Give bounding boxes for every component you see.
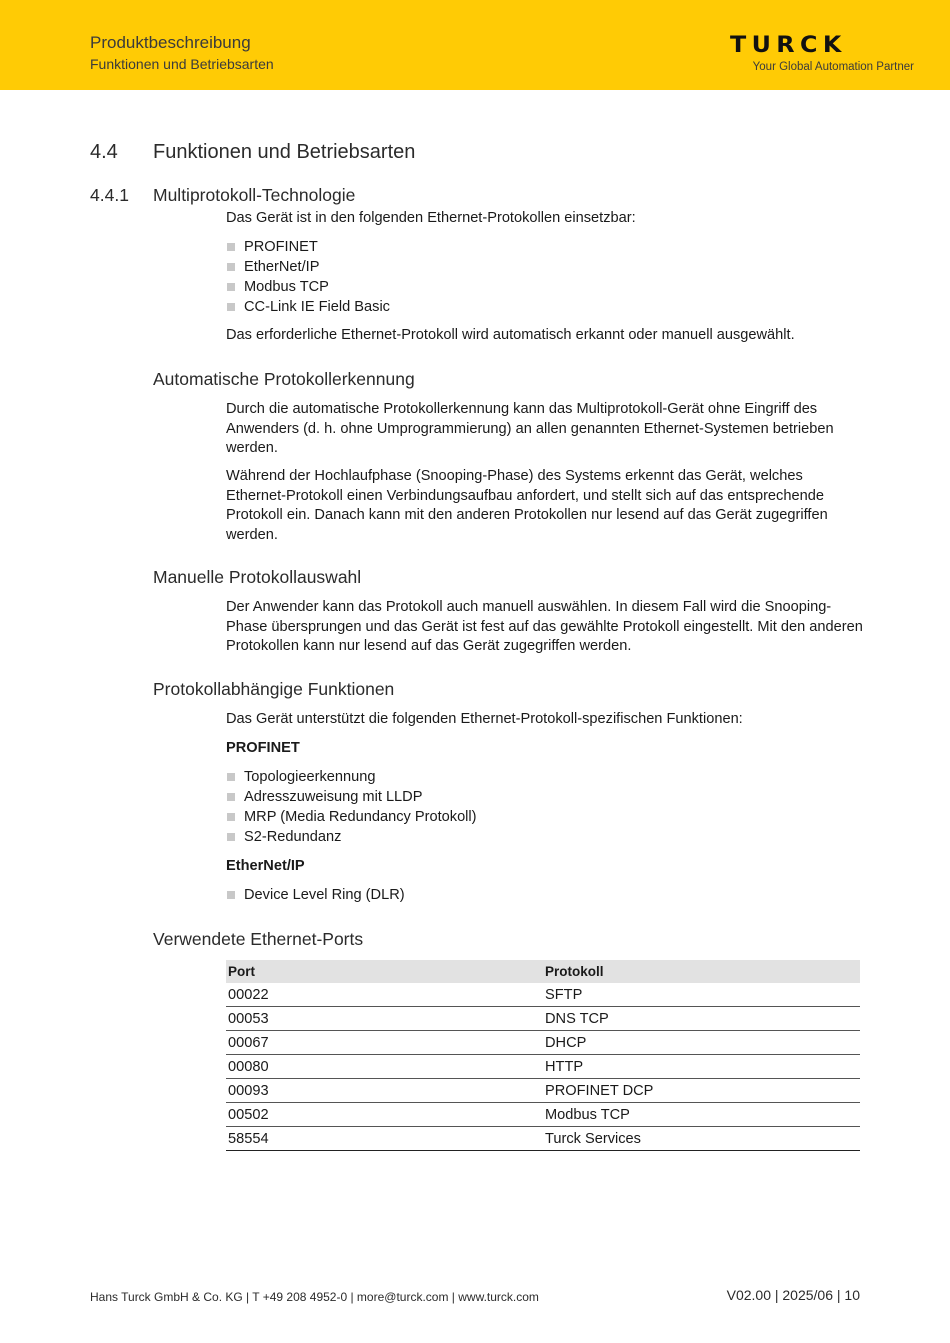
port-cell: 00502: [226, 1103, 543, 1127]
bullet-icon: [227, 303, 235, 311]
ports-title: Verwendete Ethernet-Ports: [153, 929, 364, 949]
protocol-list: [226, 237, 390, 317]
manual-selection-title: Manuelle Protokollauswahl: [153, 567, 362, 587]
section-number: 4.4: [90, 141, 118, 163]
port-cell: 00053: [226, 1007, 543, 1031]
subsection-number: 4.4.1: [90, 185, 129, 205]
turck-logo: TURCK: [730, 33, 847, 58]
port-cell: 00080: [226, 1055, 543, 1079]
list-item: EtherNet/IP: [226, 257, 390, 277]
column-header-port: Port: [226, 960, 543, 983]
protocol-cell: HTTP: [543, 1055, 860, 1079]
port-cell: 00022: [226, 983, 543, 1007]
protocol-cell: PROFINET DCP: [543, 1079, 860, 1103]
ethernetip-function-list: [226, 885, 405, 905]
table-row: [226, 1103, 860, 1127]
table-row: [226, 1127, 860, 1151]
section-title: Funktionen und Betriebsarten: [153, 141, 416, 163]
subsection-title: Multiprotokoll-Technologie: [153, 185, 356, 205]
manual-selection-para: Der Anwender kann das Protokoll auch manuell auswählen. In diesem Fall wird die Snooping-Phase übersprungen und das Gerät ist fest auf das gewählte Protokoll eingestellt. Mit den anderen Protokollen kann nur lesend auf das Gerät zugegriffen werden.: [226, 599, 863, 654]
dependent-functions-title: Protokollabhängige Funktionen: [153, 679, 395, 699]
list-item: Device Level Ring (DLR): [226, 885, 405, 905]
table-header-row: [226, 960, 860, 983]
table-row: [226, 1055, 860, 1079]
bullet-icon: [227, 773, 235, 781]
protocol-cell: DHCP: [543, 1031, 860, 1055]
auto-detection-para1: Durch die automatische Protokollerkennung kann das Multiprotokoll-Gerät ohne Eingriff des Anwenders (d. h. ohne Umprogrammierung) an allen genannten Ethernet-Systemen betrieben werden.: [226, 401, 834, 456]
ethernetip-label: EtherNet/IP: [226, 858, 305, 874]
bullet-icon: [227, 243, 235, 251]
subsection-intro: Das Gerät ist in den folgenden Ethernet-Protokollen einsetzbar:: [226, 210, 636, 226]
page-header: [0, 0, 950, 90]
table-row: [226, 1079, 860, 1103]
profinet-label: PROFINET: [226, 740, 300, 756]
table-row: [226, 1007, 860, 1031]
dependent-functions-intro: Das Gerät unterstützt die folgenden Ethernet-Protokoll-spezifischen Funktionen:: [226, 711, 743, 727]
footer-company-info: Hans Turck GmbH & Co. KG | T +49 208 4952-0 | more@turck.com | www.turck.com: [90, 1290, 539, 1304]
list-item: MRP (Media Redundancy Protokoll): [226, 807, 477, 827]
logo-tagline: Your Global Automation Partner: [752, 61, 914, 73]
bullet-icon: [227, 891, 235, 899]
list-item: CC-Link IE Field Basic: [226, 297, 390, 317]
footer-version-page: V02.00 | 2025/06 | 10: [726, 1287, 860, 1303]
profinet-function-list: [226, 767, 477, 847]
list-item: Adresszuweisung mit LLDP: [226, 787, 477, 807]
bullet-icon: [227, 263, 235, 271]
column-header-protocol: Protokoll: [543, 960, 860, 983]
table-row: [226, 1031, 860, 1055]
bullet-icon: [227, 793, 235, 801]
list-item: Modbus TCP: [226, 277, 390, 297]
port-cell: 00093: [226, 1079, 543, 1103]
list-item: PROFINET: [226, 237, 390, 257]
header-title: Produktbeschreibung: [90, 33, 251, 52]
ports-table: [226, 960, 860, 1151]
auto-detection-title: Automatische Protokollerkennung: [153, 369, 415, 389]
protocol-cell: Modbus TCP: [543, 1103, 860, 1127]
list-item: Topologieerkennung: [226, 767, 477, 787]
protocol-cell: DNS TCP: [543, 1007, 860, 1031]
header-subtitle: Funktionen und Betriebsarten: [90, 56, 274, 72]
subsection-outro: Das erforderliche Ethernet-Protokoll wird automatisch erkannt oder manuell ausgewählt.: [226, 327, 795, 343]
auto-detection-para2: Während der Hochlaufphase (Snooping-Phase) des Systems erkennt das Gerät, welches Ethernet-Protokoll einen Verbindungsaufbau anfordert, und stellt sich auf das entsprechende Protokoll ein. Danach kann mit den anderen Protokollen nur lesend auf das Gerät zugegriffen werden.: [226, 468, 828, 543]
port-cell: 00067: [226, 1031, 543, 1055]
port-cell: 58554: [226, 1127, 543, 1151]
bullet-icon: [227, 833, 235, 841]
protocol-cell: Turck Services: [543, 1127, 860, 1151]
bullet-icon: [227, 283, 235, 291]
list-item: S2-Redundanz: [226, 827, 477, 847]
protocol-cell: SFTP: [543, 983, 860, 1007]
bullet-icon: [227, 813, 235, 821]
table-row: [226, 983, 860, 1007]
